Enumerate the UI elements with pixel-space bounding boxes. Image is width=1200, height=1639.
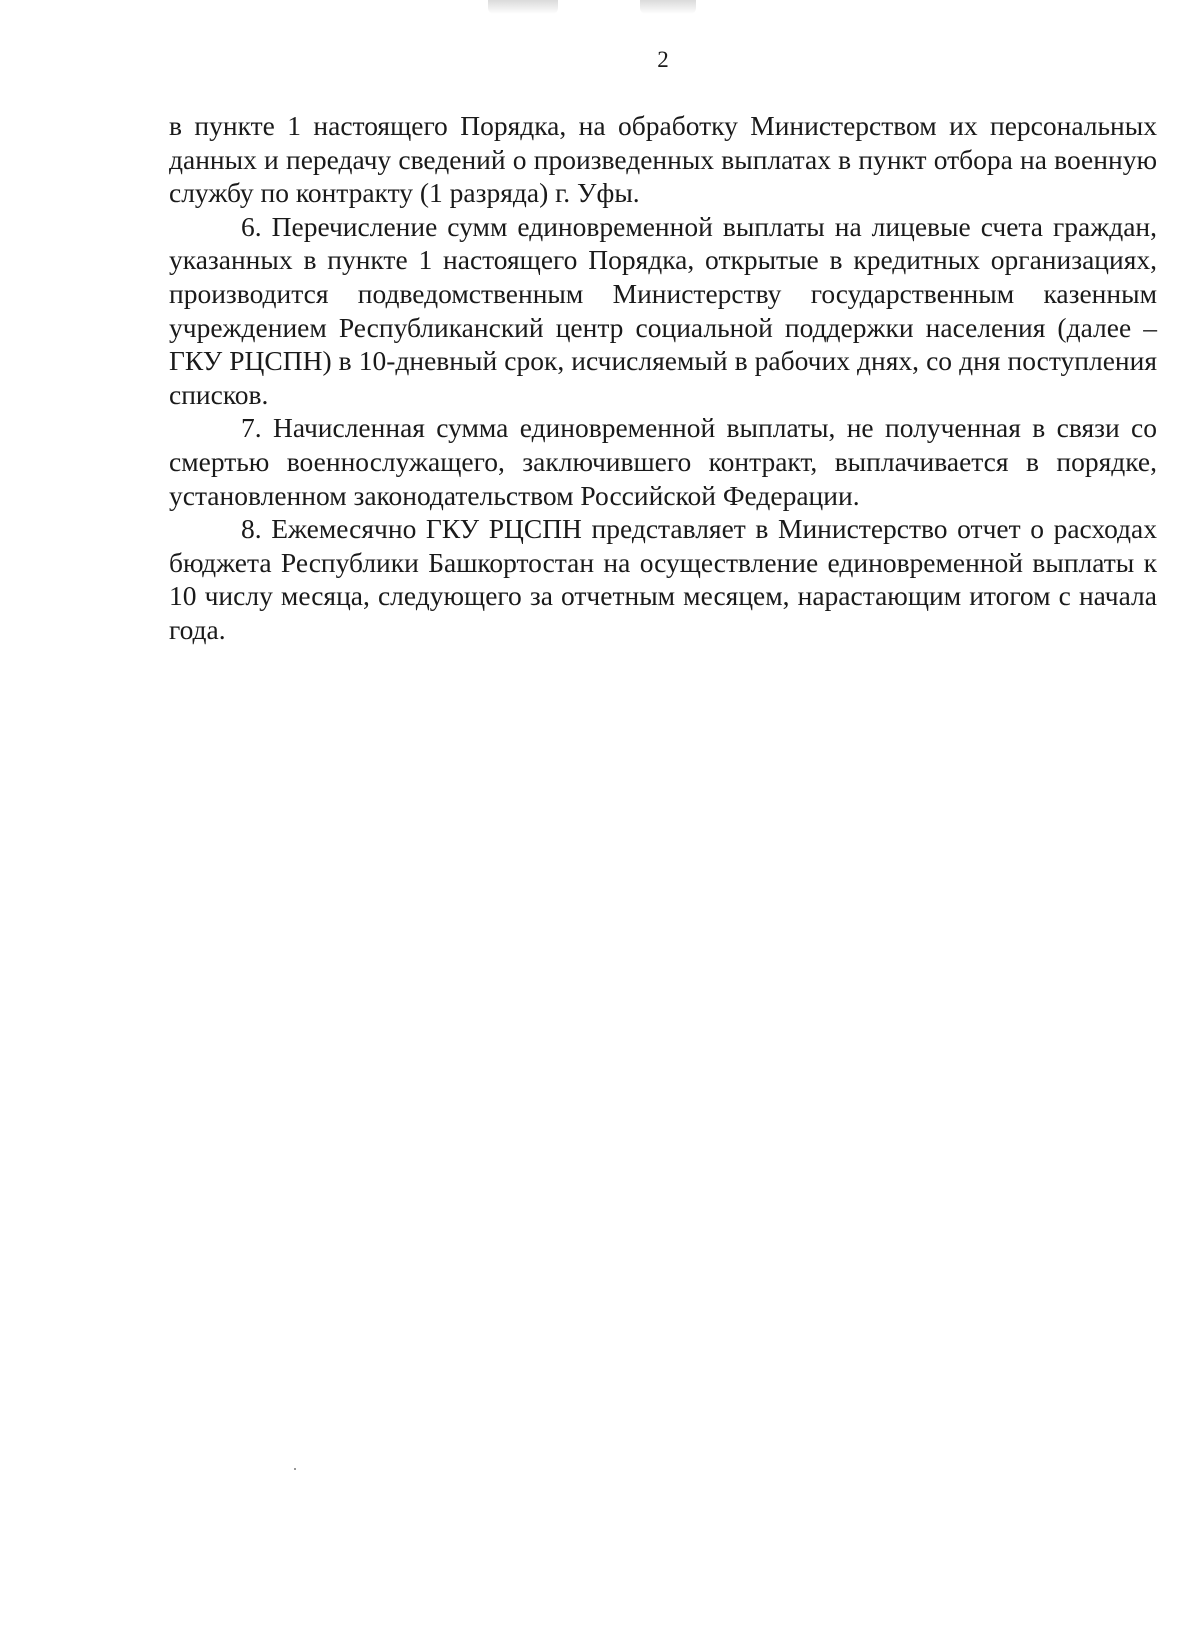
scan-artifact bbox=[640, 0, 696, 14]
page-number: 2 bbox=[657, 47, 669, 72]
paragraph-6: 6. Перечисление сумм единовременной выплаты на лицевые счета граждан, указанных в пункте 1 настоящего Порядка, открытые в кредитных организациях, производится подведомственным Министерству государственным казенным учреждением Республиканский центр социальной поддержки населения (далее – ГКУ РЦСПН) в 10-дневный срок, исчисляемый в рабочих днях, со дня поступления списков. bbox=[169, 210, 1157, 410]
scan-artifact bbox=[488, 0, 558, 14]
paragraph-7: 7. Начисленная сумма единовременной выплаты, не полученная в связи со смертью военнослужащего, заключившего контракт, выплачивается в порядке, установленном законодательством Российской Федерации. bbox=[169, 412, 1157, 511]
scan-speck bbox=[294, 1468, 296, 1470]
paragraph-continuation: в пункте 1 настоящего Порядка, на обработку Министерством их персональных данных и передачу сведений о произведенных выплатах в пункт отбора на военную службу по контракту (1 разряда) г. Уфы. bbox=[169, 110, 1157, 209]
document-body bbox=[169, 109, 1157, 647]
paragraph-8: 8. Ежемесячно ГКУ РЦСПН представляет в Министерство отчет о расходах бюджета Республики Башкортостан на осуществление единовременной выплаты к 10 числу месяца, следующего за отчетным месяцем, нарастающим итогом с начала года. bbox=[169, 513, 1157, 645]
